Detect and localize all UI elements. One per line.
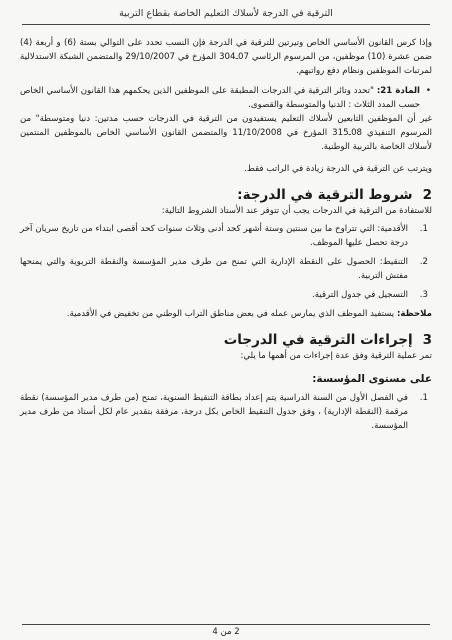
procedures-list: [20, 391, 432, 433]
list-item: 2. التنقيط: الحصول على النقطة الإدارية التي تمنح من طرف مدير المؤسسة والنقطة التربوية والتي يمنحها مفتش التربية.: [20, 257, 428, 281]
section-2-intro: للاستفادة من الترقية في الدرجات يجب أن تتوفر عند الأستاذ الشروط التالية:: [161, 206, 432, 216]
section-3-heading: [20, 331, 432, 349]
conditions-list: [20, 222, 432, 302]
section-3-number: 3: [422, 332, 432, 348]
page-number: 2 من 4: [22, 624, 430, 637]
note-paragraph: [20, 307, 432, 321]
list-item: 3. التسجيل في جدول الترقية.: [312, 290, 428, 300]
article-21-text: "تحدد وتائر الترقية في الدرجات المطبقة على الموظفين الذين يحكمهم هذا القانون الأساسي الخاص حسب المدد الثلاث : الدنيا والمتوسطة والقصوى.: [20, 86, 420, 110]
note-label: ملاحظة:: [396, 309, 432, 319]
article-21-bullet: [20, 84, 432, 112]
decree-paragraph: غير أن الموظفين التابعين لأسلاك التعليم يستفيدون من الترقية في الدرجات حسب مدتين: دنيا ومتوسطة" من المرسوم التنفيذي 08ـ315 المؤرخ في 11/10/2008 والمتضمن القانون الأساسي الخاص بالموظفين المنتمين لأسلاك الخاصة بالتربية الوطنية.: [20, 114, 433, 152]
page-content: [20, 36, 432, 438]
note-text: يستفيد الموظف الذي يمارس عمله في بعض مناطق التراب الوطني من تخفيض في الأقدمية.: [66, 309, 397, 319]
section-2-heading: [20, 186, 432, 204]
running-header: الترقية في الدرجة لأسلاك التعليم الخاصة بقطاع التربية: [22, 8, 430, 25]
section-2-number: 2: [422, 187, 432, 203]
list-item: 1. الأقدمية: التي تتراوح ما بين سنتين وستة أشهر كحد أدنى وثلاث سنوات كحد أقصى ابتداء من تاريخ سريان آخر درجة تحصل عليها الموظف.: [20, 224, 428, 248]
list-item: 1. في الفصل الأول من السنة الدراسية يتم إعداد بطاقة التنقيط السنوية، تمنح (من طرف مدير المؤسسة) نقطة مرقمة (النقطة الإدارية) ، وفق جدول التنقيط الخاص بكل درجة، مرفقة بتقدير عام لكل أستاذ من طرف مدير المؤسسة.: [20, 393, 428, 431]
intro-paragraph: وإذا كرس القانون الأساسي الخاص وتيرتين للترقية في الدرجة فإن النسب تحدد على التوالي بستة (6) و أربعة (4) ضمن عشرة (10) موظفين، من المرسوم الرئاسي 07ـ304 المؤرخ في 29/10/2007 والمتضمن الشبكة الاستدلالية لمرتبات الموظفين ونظام دفع رواتبهم.: [20, 38, 433, 76]
salary-paragraph: ويترتب عن الترقية في الدرجة زيادة في الراتب فقط.: [244, 164, 432, 174]
section-2-title: شروط الترقية في الدرجة:: [237, 187, 413, 203]
section-3-title: إجراءات الترقية في الدرجات: [223, 332, 413, 348]
institution-level-heading: على مستوى المؤسسة:: [312, 373, 432, 385]
bullet-icon: •: [425, 86, 431, 96]
section-3-intro: تمر عملية الترقية وفق عدة إجراءات من أهمها ما يلي:: [240, 351, 432, 361]
article-21-label: المادة 21:: [376, 86, 421, 96]
